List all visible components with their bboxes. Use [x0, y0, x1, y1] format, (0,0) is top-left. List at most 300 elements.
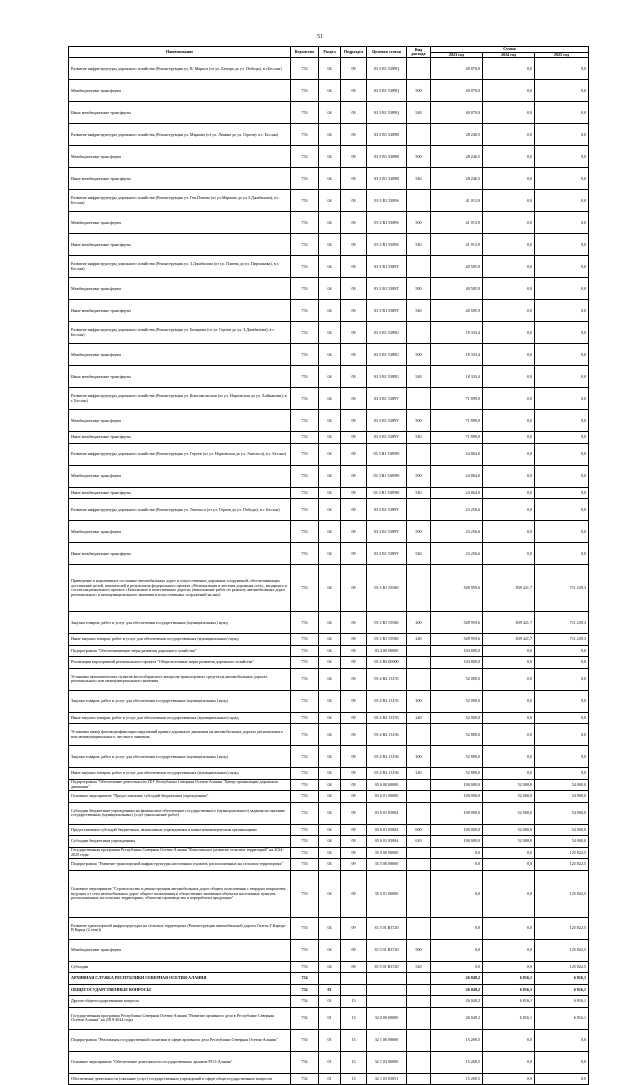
- row-2023: 23 256,6: [431, 521, 483, 543]
- row-name: Межбюджетные трансферты: [69, 146, 291, 168]
- table-row: [69, 847, 589, 859]
- row-2024: 0,0: [483, 344, 535, 366]
- table-body: [69, 58, 589, 1085]
- row-razdel: 04: [319, 668, 341, 690]
- row-vr: 500: [407, 465, 431, 487]
- row-2025: 0,0: [535, 499, 589, 521]
- row-2023: 100 000,0: [431, 779, 483, 791]
- row-cs: 03 6 00 00000: [367, 779, 407, 791]
- row-cs: 32 1 00 00000: [367, 1029, 407, 1051]
- row-2025: 6 816,1: [535, 984, 589, 996]
- row-ved: 753: [291, 724, 319, 746]
- row-cs: 03 3 R1 5389Y: [367, 521, 407, 543]
- row-razdel: 04: [319, 300, 341, 322]
- row-2024: 0,0: [483, 366, 535, 388]
- table-row: [69, 410, 589, 432]
- row-ved: 753: [291, 961, 319, 973]
- row-name: Межбюджетные трансферты: [69, 344, 291, 366]
- row-vr: [407, 388, 431, 410]
- row-2023: 18 333,4: [431, 366, 483, 388]
- table-row: [69, 146, 589, 168]
- row-name: Субсидии бюджетным учреждениям: [69, 836, 291, 848]
- row-ved: 753: [291, 521, 319, 543]
- row-cs: 03 3 R1 5389U: [367, 344, 407, 366]
- row-vr: 500: [407, 146, 431, 168]
- row-vr: [407, 499, 431, 521]
- row-2024: 0,0: [483, 1073, 535, 1085]
- header-cs: Целевая статья: [367, 47, 407, 58]
- row-razdel: 04: [319, 791, 341, 803]
- row-2024: 0,0: [483, 712, 535, 724]
- row-cs: 03 3 R1 5389W: [367, 487, 407, 499]
- row-ved: 753: [291, 146, 319, 168]
- row-2024: 0,0: [483, 322, 535, 344]
- row-name: Субсидии: [69, 961, 291, 973]
- row-2024: 0,0: [483, 102, 535, 124]
- row-cs: 03 6 01 05004: [367, 836, 407, 848]
- row-podrazdel: 09: [341, 870, 367, 917]
- row-cs: 32 1 03 05051: [367, 1073, 407, 1085]
- row-vr: 540: [407, 102, 431, 124]
- row-2023: 28 246,5: [431, 146, 483, 168]
- row-2023: 100 000,0: [431, 802, 483, 824]
- row-2025: 0,0: [535, 465, 589, 487]
- row-podrazdel: 09: [341, 443, 367, 465]
- header-razdel: Раздел: [319, 47, 341, 58]
- table-row: [69, 322, 589, 344]
- row-ved: 753: [291, 344, 319, 366]
- row-podrazdel: 09: [341, 322, 367, 344]
- row-razdel: 04: [319, 836, 341, 848]
- row-name: Развитие инфраструктуры дорожного хозяйства (Реконструкция ул. Ген.Плиева (от ул.Маркова до ул.З.Джибилова), в г. Беслан): [69, 190, 291, 212]
- row-razdel: 04: [319, 690, 341, 712]
- row-ved: 754: [291, 1073, 319, 1085]
- row-razdel: 04: [319, 80, 341, 102]
- row-podrazdel: 09: [341, 124, 367, 146]
- table-row: [69, 917, 589, 939]
- row-ved: 753: [291, 712, 319, 724]
- row-vr: 540: [407, 234, 431, 256]
- row-podrazdel: 13: [341, 1007, 367, 1029]
- row-ved: 753: [291, 859, 319, 871]
- row-podrazdel: 09: [341, 543, 367, 565]
- row-podrazdel: 09: [341, 234, 367, 256]
- row-vr: 500: [407, 344, 431, 366]
- row-2023: 24 864,0: [431, 465, 483, 487]
- row-2024: 6 816,1: [483, 973, 535, 985]
- row-2023: 549 959,6: [431, 634, 483, 646]
- row-name: Межбюджетные трансферты: [69, 80, 291, 102]
- table-row: [69, 802, 589, 824]
- row-vr: [407, 256, 431, 278]
- row-razdel: 04: [319, 521, 341, 543]
- row-2024: 0,0: [483, 870, 535, 917]
- table-row: [69, 973, 589, 985]
- row-name: Развитие инфраструктуры дорожного хозяйства (Реконструкция ул. Маркова (от ул. Ленина до ул. Героев), в г. Беслан): [69, 124, 291, 146]
- page-number: 51: [317, 34, 323, 40]
- row-ved: 753: [291, 802, 319, 824]
- row-2023: 100 000,0: [431, 791, 483, 803]
- row-2023: 104 800,0: [431, 657, 483, 669]
- row-2023: 549 959,6: [431, 565, 483, 612]
- row-2024: 0,0: [483, 432, 535, 444]
- row-2023: 40 870,0: [431, 102, 483, 124]
- table-row: [69, 234, 589, 256]
- row-razdel: 04: [319, 565, 341, 612]
- header-2024: 2024 год: [483, 52, 535, 58]
- row-vr: 600: [407, 824, 431, 836]
- row-2024: 0,0: [483, 146, 535, 168]
- row-2023: 0,0: [431, 961, 483, 973]
- row-cs: 03 4 00 00000: [367, 645, 407, 657]
- row-ved: 753: [291, 668, 319, 690]
- row-ved: 753: [291, 543, 319, 565]
- row-razdel: 01: [319, 1073, 341, 1085]
- row-podrazdel: 09: [341, 645, 367, 657]
- table-row: [69, 1007, 589, 1029]
- row-2025: 0,0: [535, 80, 589, 102]
- row-2025: 711 239,3: [535, 634, 589, 646]
- row-2025: 54 000,0: [535, 824, 589, 836]
- row-name: Подпрограмма "Реализация государственной политики в сфере архивного дела Республики Северная Осетия-Алания": [69, 1029, 291, 1051]
- row-razdel: 04: [319, 499, 341, 521]
- row-cs: 03 3 R1 5389R: [367, 146, 407, 168]
- row-razdel: 04: [319, 168, 341, 190]
- row-vr: [407, 58, 431, 80]
- row-name: Основное мероприятие "Предоставление субсидий бюджетным учреждениям": [69, 791, 291, 803]
- row-cs: 03 3 R1 5389W: [367, 443, 407, 465]
- row-cs: 35 0 00 00000: [367, 847, 407, 859]
- row-cs: 03 3 R1 5389R: [367, 168, 407, 190]
- row-2024: 0,0: [483, 80, 535, 102]
- row-cs: 03 6 01 05004: [367, 824, 407, 836]
- row-2025: 0,0: [535, 443, 589, 465]
- table-row: [69, 1029, 589, 1051]
- row-2025: 54 000,0: [535, 836, 589, 848]
- row-2025: 54 000,0: [535, 802, 589, 824]
- row-2023: 41 013,9: [431, 190, 483, 212]
- row-2025: 711 239,3: [535, 612, 589, 634]
- row-2024: 52 000,0: [483, 779, 535, 791]
- row-ved: 753: [291, 634, 319, 646]
- row-vr: [407, 657, 431, 669]
- row-2024: 6 816,1: [483, 996, 535, 1008]
- row-2024: 0,0: [483, 168, 535, 190]
- table-row: [69, 344, 589, 366]
- row-razdel: 01: [319, 984, 341, 996]
- row-2023: 52 800,0: [431, 724, 483, 746]
- table-row: [69, 487, 589, 499]
- row-2025: 0,0: [535, 388, 589, 410]
- row-razdel: 04: [319, 124, 341, 146]
- row-vr: [407, 802, 431, 824]
- row-razdel: 04: [319, 487, 341, 499]
- row-2023: 71 899,0: [431, 410, 483, 432]
- row-razdel: 04: [319, 847, 341, 859]
- row-2023: 52 800,0: [431, 768, 483, 780]
- table-row: [69, 521, 589, 543]
- row-2023: 26 049,2: [431, 996, 483, 1008]
- row-name: Иные межбюджетные трансферты: [69, 487, 291, 499]
- row-vr: 500: [407, 521, 431, 543]
- row-razdel: 04: [319, 234, 341, 256]
- row-name: Иные закупки товаров, работ и услуг для обеспечения государственных (муниципальных) нужд: [69, 634, 291, 646]
- row-cs: 03 3 R1 5389Y: [367, 543, 407, 565]
- row-vr: 540: [407, 432, 431, 444]
- table-row: [69, 432, 589, 444]
- row-podrazdel: [341, 984, 367, 996]
- row-cs: 03 4 R2 13156: [367, 724, 407, 746]
- table-row: [69, 859, 589, 871]
- table-row: [69, 278, 589, 300]
- row-podrazdel: 09: [341, 521, 367, 543]
- row-2023: 0,0: [431, 847, 483, 859]
- row-podrazdel: 09: [341, 779, 367, 791]
- row-2025: 0,0: [535, 645, 589, 657]
- table-row: [69, 645, 589, 657]
- row-name: Развитие инфраструктуры дорожного хозяйства (Реконструкция ул. Героев (от ул. Нартовская до ул. Энгельса), в г. Беслан): [69, 443, 291, 465]
- row-razdel: 04: [319, 212, 341, 234]
- row-2024: 0,0: [483, 645, 535, 657]
- row-2023: 15 269,5: [431, 1073, 483, 1085]
- row-2023: 71 899,0: [431, 388, 483, 410]
- table-row: [69, 690, 589, 712]
- row-razdel: 04: [319, 256, 341, 278]
- row-podrazdel: 09: [341, 388, 367, 410]
- row-podrazdel: 09: [341, 768, 367, 780]
- row-2024: 0,0: [483, 768, 535, 780]
- row-2025: 0,0: [535, 410, 589, 432]
- row-2023: 0,0: [431, 917, 483, 939]
- row-razdel: 04: [319, 432, 341, 444]
- row-2025: 0,0: [535, 322, 589, 344]
- table-row: [69, 366, 589, 388]
- row-razdel: 04: [319, 278, 341, 300]
- row-2025: 54 000,0: [535, 791, 589, 803]
- row-2025: 0,0: [535, 1029, 589, 1051]
- row-ved: 753: [291, 487, 319, 499]
- row-vr: [407, 124, 431, 146]
- row-vr: [407, 996, 431, 1008]
- row-podrazdel: 09: [341, 80, 367, 102]
- row-ved: 753: [291, 645, 319, 657]
- row-2023: 52 800,0: [431, 746, 483, 768]
- row-podrazdel: 09: [341, 278, 367, 300]
- row-2024: 52 000,0: [483, 824, 535, 836]
- row-name: Установка камер фотовидеофиксации нарушений правил дорожного движения на автомобильных дорогах регионального или межмуниципального, местного значения: [69, 724, 291, 746]
- row-2023: 52 000,0: [431, 668, 483, 690]
- row-2024: 6 816,1: [483, 984, 535, 996]
- table-row: [69, 543, 589, 565]
- row-cs: 35 5 01 R3720: [367, 917, 407, 939]
- row-ved: 754: [291, 1051, 319, 1073]
- row-cs: 35 5 01 R3720: [367, 961, 407, 973]
- row-podrazdel: 09: [341, 917, 367, 939]
- row-2025: 0,0: [535, 344, 589, 366]
- row-ved: 754: [291, 996, 319, 1008]
- table-row: [69, 1051, 589, 1073]
- row-podrazdel: 09: [341, 836, 367, 848]
- row-name: Развитие инфраструктуры дорожного хозяйства (Реконструкция ул. Я. Мариса (от ул. Батыра до ул. Победы), в г.Беслан): [69, 58, 291, 80]
- header-ved: Ведомство: [291, 47, 319, 58]
- row-2023: 100 000,0: [431, 824, 483, 836]
- table-row: [69, 712, 589, 724]
- row-2023: 40 870,0: [431, 80, 483, 102]
- row-cs: 35 5 00 00000: [367, 859, 407, 871]
- row-2025: 0,0: [535, 746, 589, 768]
- row-razdel: 04: [319, 939, 341, 961]
- row-2025: 0,0: [535, 234, 589, 256]
- row-vr: [407, 322, 431, 344]
- row-vr: 240: [407, 712, 431, 724]
- row-2025: 711 239,3: [535, 565, 589, 612]
- row-vr: [407, 779, 431, 791]
- row-podrazdel: 09: [341, 102, 367, 124]
- row-razdel: 01: [319, 1007, 341, 1029]
- table-row: [69, 724, 589, 746]
- row-podrazdel: 09: [341, 146, 367, 168]
- row-ved: 753: [291, 746, 319, 768]
- row-vr: [407, 565, 431, 612]
- row-2023: 15 269,5: [431, 1051, 483, 1073]
- row-vr: [407, 791, 431, 803]
- row-2024: 0,0: [483, 499, 535, 521]
- row-2024: 0,0: [483, 465, 535, 487]
- row-podrazdel: 09: [341, 410, 367, 432]
- row-cs: 03 6 01 00000: [367, 791, 407, 803]
- row-vr: 540: [407, 300, 431, 322]
- row-cs: 32 1 03 00000: [367, 1051, 407, 1073]
- row-razdel: 04: [319, 146, 341, 168]
- row-vr: 500: [407, 410, 431, 432]
- row-2024: 0,0: [483, 1051, 535, 1073]
- row-ved: 753: [291, 779, 319, 791]
- row-vr: 540: [407, 487, 431, 499]
- table-row: [69, 1073, 589, 1085]
- row-ved: 753: [291, 212, 319, 234]
- row-cs: 03 3 R1 5389R: [367, 124, 407, 146]
- row-vr: 240: [407, 768, 431, 780]
- row-podrazdel: 09: [341, 634, 367, 646]
- row-2024: 0,0: [483, 300, 535, 322]
- row-2023: 26 049,2: [431, 984, 483, 996]
- row-razdel: [319, 973, 341, 985]
- row-name: Субсидии бюджетным учреждениям на финансовое обеспечение государственного (муниципального) задания на оказание государственных (муниципальных) услуг (выполнение работ): [69, 802, 291, 824]
- row-2024: 0,0: [483, 521, 535, 543]
- row-2025: 0,0: [535, 124, 589, 146]
- row-vr: [407, 1007, 431, 1029]
- row-2025: 0,0: [535, 712, 589, 724]
- row-podrazdel: 09: [341, 724, 367, 746]
- table-row: [69, 102, 589, 124]
- row-vr: [407, 645, 431, 657]
- row-2024: 0,0: [483, 443, 535, 465]
- row-name: Развитие инфраструктуры дорожного хозяйства (Реконструкция ул. Энгельса (от ул. Героев до ул. Победы), в г. Беслан): [69, 499, 291, 521]
- row-name: Закупка товаров, работ и услуг для обеспечения государственных (муниципальных) нужд: [69, 612, 291, 634]
- row-podrazdel: 09: [341, 499, 367, 521]
- row-2025: 0,0: [535, 58, 589, 80]
- row-name: Иные межбюджетные трансферты: [69, 168, 291, 190]
- row-ved: 753: [291, 612, 319, 634]
- row-2025: 0,0: [535, 366, 589, 388]
- row-cs: 03 3 R1 55940: [367, 634, 407, 646]
- row-2025: 0,0: [535, 724, 589, 746]
- row-razdel: 04: [319, 961, 341, 973]
- row-ved: 754: [291, 984, 319, 996]
- row-podrazdel: 09: [341, 300, 367, 322]
- row-2023: 23 256,6: [431, 499, 483, 521]
- row-2023: 15 269,5: [431, 1029, 483, 1051]
- row-cs: 03 3 R1 5389S: [367, 190, 407, 212]
- row-name: Государственная программа Республики Северная Осетия-Алания "Комплексное развитие сельских территорий" на 2024-2025 годы: [69, 847, 291, 859]
- row-2023: 24 864,0: [431, 443, 483, 465]
- row-ved: 753: [291, 278, 319, 300]
- row-name: Межбюджетные трансферты: [69, 278, 291, 300]
- row-cs: 03 3 R1 5389Y: [367, 499, 407, 521]
- row-name: Иные межбюджетные трансферты: [69, 300, 291, 322]
- row-2023: 100 000,0: [431, 836, 483, 848]
- row-razdel: 04: [319, 712, 341, 724]
- header-podrazdel: Подраздел: [341, 47, 367, 58]
- row-2024: 839 421,7: [483, 612, 535, 634]
- row-vr: [407, 917, 431, 939]
- row-ved: 753: [291, 366, 319, 388]
- row-vr: 200: [407, 612, 431, 634]
- row-2024: 6 816,1: [483, 1007, 535, 1029]
- row-2024: 0,0: [483, 690, 535, 712]
- row-razdel: 04: [319, 746, 341, 768]
- row-podrazdel: 13: [341, 1029, 367, 1051]
- row-2024: 0,0: [483, 124, 535, 146]
- row-2025: 6 816,1: [535, 973, 589, 985]
- row-vr: 540: [407, 366, 431, 388]
- row-razdel: 04: [319, 634, 341, 646]
- row-vr: [407, 1029, 431, 1051]
- row-name: Закупка товаров, работ и услуг для обеспечения государственных (муниципальных) нужд: [69, 746, 291, 768]
- row-razdel: 04: [319, 645, 341, 657]
- row-cs: 03 4 R2 13156: [367, 768, 407, 780]
- row-ved: 753: [291, 657, 319, 669]
- row-razdel: 04: [319, 102, 341, 124]
- row-vr: 500: [407, 278, 431, 300]
- row-2025: 54 000,0: [535, 779, 589, 791]
- row-podrazdel: 13: [341, 1051, 367, 1073]
- row-2025: 0,0: [535, 521, 589, 543]
- row-name: Межбюджетные трансферты: [69, 465, 291, 487]
- row-name: Межбюджетные трансферты: [69, 212, 291, 234]
- row-2024: 0,0: [483, 746, 535, 768]
- row-name: Иные межбюджетные трансферты: [69, 432, 291, 444]
- row-name: ОБЩЕГОСУДАРСТВЕННЫЕ ВОПРОСЫ: [69, 984, 291, 996]
- row-2024: 0,0: [483, 388, 535, 410]
- table-row: [69, 870, 589, 917]
- row-vr: [407, 1051, 431, 1073]
- row-2023: 18 333,4: [431, 344, 483, 366]
- row-cs: 03 4 R2 13156: [367, 746, 407, 768]
- row-ved: 753: [291, 917, 319, 939]
- row-vr: [407, 668, 431, 690]
- row-2023: 26 849,2: [431, 973, 483, 985]
- row-podrazdel: 09: [341, 465, 367, 487]
- row-podrazdel: 09: [341, 690, 367, 712]
- row-cs: 03 3 R1 5389V: [367, 388, 407, 410]
- row-ved: 753: [291, 410, 319, 432]
- budget-table: [68, 46, 589, 1085]
- row-vr: [407, 443, 431, 465]
- row-vr: 200: [407, 746, 431, 768]
- row-2025: 0,0: [535, 146, 589, 168]
- table-row: [69, 80, 589, 102]
